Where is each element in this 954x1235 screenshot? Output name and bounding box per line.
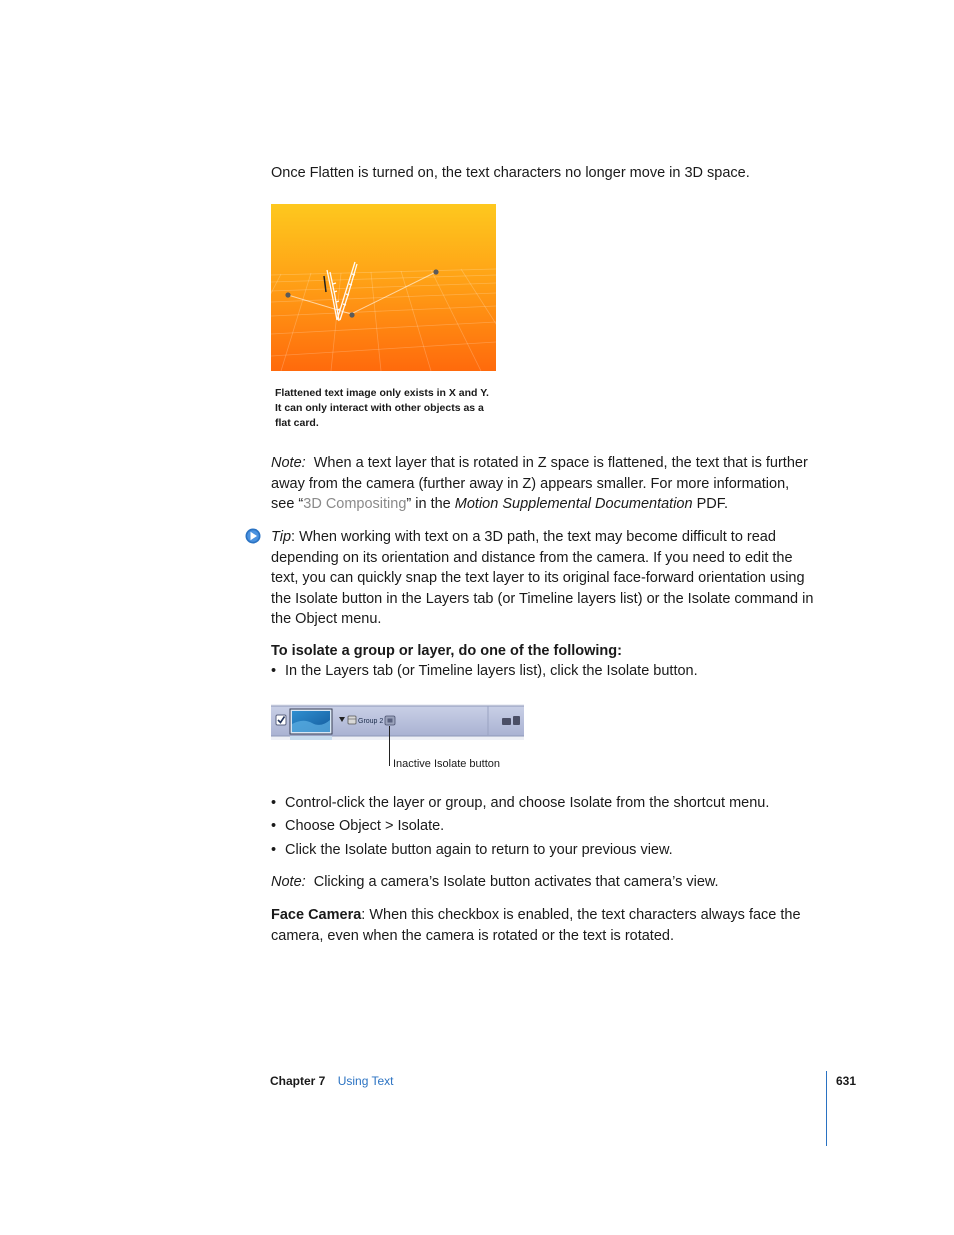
flattened-text-image bbox=[271, 204, 496, 371]
chapter-section-link[interactable]: Using Text bbox=[337, 1074, 394, 1088]
layers-row-image bbox=[271, 704, 524, 740]
figure1-caption: Flattened text image only exists in X and Y. It can only interact with other objects as a flat card. bbox=[275, 387, 489, 429]
list-item bbox=[271, 840, 816, 861]
chapter-label: Chapter 7 bbox=[270, 1074, 326, 1088]
tip-arrow-icon bbox=[245, 528, 261, 544]
tip-label: Tip bbox=[271, 529, 292, 545]
group-label: Group 2 bbox=[358, 718, 384, 725]
list-item bbox=[271, 816, 816, 837]
callout-label: Inactive Isolate button bbox=[393, 758, 501, 770]
note1-text-a: When a text layer that is rotated in Z space is flattened, the text that is further away from the camera (further away in Z) appears smaller. For more information, see “ bbox=[271, 455, 808, 512]
callout-line bbox=[389, 726, 390, 766]
bullet-marker: • bbox=[271, 663, 277, 679]
bullet-marker: • bbox=[271, 795, 277, 811]
list-item bbox=[271, 793, 816, 814]
list-item-text: Click the Isolate button again to return to your previous view. bbox=[285, 842, 673, 858]
note1-text-c: PDF. bbox=[692, 496, 729, 512]
intro-paragraph: Once Flatten is turned on, the text characters no longer move in 3D space. bbox=[271, 165, 750, 181]
note1-text-b: ” in the bbox=[406, 496, 455, 512]
flattened-text-figure bbox=[271, 204, 496, 371]
bullet-marker: • bbox=[271, 842, 277, 858]
tip-text: : When working with text on a 3D path, the text may become difficult to read depending on its orientation and distance from the camera. If you need to edit the text, you can quickly snap the text layer to its original face-forward orientation using the Isolate button in the Layers tab (or Timeline layers list) or the Isolate command in the Object menu. bbox=[271, 529, 814, 627]
doc-title: Motion Supplemental Documentation bbox=[454, 496, 693, 512]
tip-paragraph bbox=[271, 527, 816, 630]
note2-paragraph bbox=[271, 872, 816, 893]
note2-text: Clicking a camera’s Isolate button activates that camera’s view. bbox=[313, 874, 719, 890]
list-item-text: Control-click the layer or group, and choose Isolate from the shortcut menu. bbox=[285, 795, 770, 811]
list-item bbox=[271, 661, 816, 682]
note1-paragraph bbox=[271, 453, 816, 515]
note1-label: Note: bbox=[271, 455, 306, 471]
3d-compositing-link[interactable]: 3D Compositing bbox=[303, 496, 407, 512]
layers-row-figure bbox=[271, 704, 524, 740]
face-camera-label: Face Camera bbox=[271, 907, 362, 923]
bullet-marker: • bbox=[271, 818, 277, 834]
footer-chapter bbox=[270, 1073, 394, 1089]
list-item-text: Choose Object > Isolate. bbox=[285, 818, 445, 834]
list-item-text: In the Layers tab (or Timeline layers list), click the Isolate button. bbox=[285, 663, 698, 679]
face-camera-paragraph bbox=[271, 905, 816, 946]
face-camera-text: : When this checkbox is enabled, the text characters always face the camera, even when the camera is rotated or the text is rotated. bbox=[271, 907, 801, 944]
note2-label: Note: bbox=[271, 874, 306, 890]
isolate-heading: To isolate a group or layer, do one of the following: bbox=[271, 643, 622, 659]
page-number: 631 bbox=[836, 1074, 857, 1088]
footer-divider bbox=[826, 1071, 827, 1146]
